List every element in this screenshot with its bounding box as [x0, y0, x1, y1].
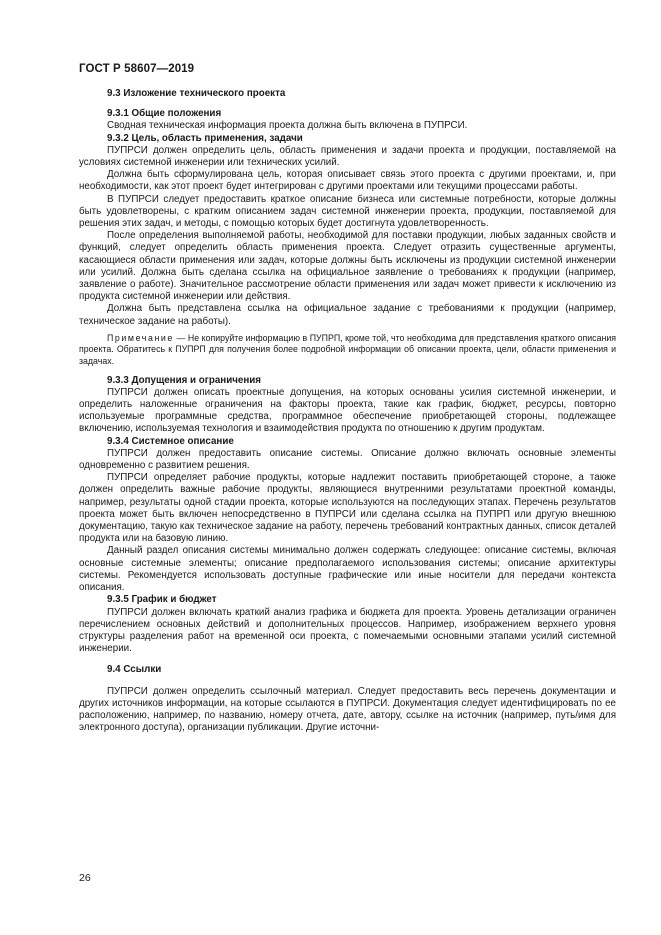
section-9-3-1-heading: 9.3.1 Общие положения — [107, 108, 222, 120]
section-9-3-2-heading: 9.3.2 Цель, область применения, задачи — [107, 132, 303, 144]
paragraph: ПУПРСИ должен определить цель, область применения и задачи проекта и продукции, поставляемой на условиях системной инженерии или технических усилий. — [79, 144, 616, 169]
note — [79, 333, 616, 368]
section-9-4-heading: 9.4 Ссылки — [107, 664, 162, 676]
paragraph: Данный раздел описания системы минимально должен содержать следующее: описание системы, включая основные системные элементы; описание предполагаемого использования системы; описание архитектуры системы. Рекомендуется использовать доступные графические или иные носители для передачи контекста описания. — [79, 545, 616, 594]
paragraph: Должна быть сформулирована цель, которая описывает связь этого проекта с другими проектами, и, при необходимости, как этот проект будет интегрирован с другими проектами или текущими процессами работы. — [79, 169, 616, 193]
section-9-3-heading: 9.3 Изложение технического проекта — [107, 88, 286, 99]
paragraph: ПУПРСИ должен включать краткий анализ графика и бюджета для проекта. Уровень детализации ограничен перечислением основных действий и дополнительных процессов. Например, изображением верхнего уровня структуры разделения работ на временной оси проекта, с помечаемыми основными этапами усилий системной инженерии. — [79, 606, 616, 655]
document-header: ГОСТ Р 58607—2019 — [79, 63, 195, 75]
paragraph: В ПУПРСИ следует предоставить краткое описание бизнеса или системные потребности, которые должны быть удовлетворены, с кратким описанием задач системной инженерии проекта, продукции, поставляемой для решения этих задач, и методы, с помощью которых будет достигнута удовлетворенность. — [79, 193, 616, 230]
paragraph: ПУПРСИ должен определить ссылочный материал. Следует предоставить весь перечень документации и других источников информации, на которые ссылаются в ПУПРСИ. Документация следует идентифицировать по ее расположению, например, по названию, номеру отчета, дате, автору, ссылке на источник (например, путь/имя для электронного доступа), организации публикации. Другие источни- — [79, 685, 616, 734]
document-body — [79, 88, 616, 734]
page-number: 26 — [79, 872, 91, 884]
note-text: — Не копируйте информацию в ПУПРП, кроме той, что необходима для представления краткого описания проекта. Обратитесь к ПУПРП для получения более подробной информации об описании проекта, цели, области применения и задачах. — [79, 332, 616, 367]
section-9-3-3-heading: 9.3.3 Допущения и ограничения — [107, 374, 262, 386]
paragraph: После определения выполняемой работы, необходимой для поставки продукции, любых заданных свойств и функций, следует определить область применения проекта. Следует отразить существенные аргументы, касающиеся области применения или задач, которые должны быть исключены из продукции системной инженерии или усилий. Должна быть сделана ссылка на официальное заявление о требованиях к продукции (например, заявление о работе). Значительное рассмотрение области применения или задач может привести к исключению из продукта системной инженерии или действия. — [79, 230, 616, 303]
paragraph: Должна быть представлена ссылка на официальное задание с требованиями к продукции (например, техническое задание на работы). — [79, 303, 616, 327]
section-9-3-5-heading: 9.3.5 График и бюджет — [107, 594, 217, 606]
note-label: Примечание — [107, 332, 174, 343]
paragraph: Сводная техническая информация проекта должна быть включена в ПУПРСИ. — [107, 120, 468, 132]
paragraph: ПУПРСИ должен описать проектные допущения, на которых основаны усилия системной инженерии, и определить наложенные ограничения на факторы проекта, такие как график, бюджет, ресурсы, повторно используемые программные средства, программное обеспечение приобретающей стороны, подлежащее включению, используемая технология и взаимодействия продукта по отношению к другим продуктам. — [79, 386, 616, 435]
section-9-3-4-heading: 9.3.4 Системное описание — [107, 435, 234, 447]
paragraph: ПУПРСИ определяет рабочие продукты, которые надлежит поставить приобретающей стороне, а также должен определить важные рабочие продукты, являющиеся внутренними результатами проектной команды, например, результаты одной стадии проекта, которые используются на последующих этапах. Перечень результатов проекта может быть включен непосредственно в ПУПРСИ или сделана ссылка на ПУПРП или другую внешнюю документацию, такую как техническое задание на работу, перечень требований контрактных данных, список деталей продукта или на базовую линию. — [79, 472, 616, 545]
paragraph: ПУПРСИ должен предоставить описание системы. Описание должно включать основные элементы одновременно с развитием решения. — [79, 447, 616, 472]
